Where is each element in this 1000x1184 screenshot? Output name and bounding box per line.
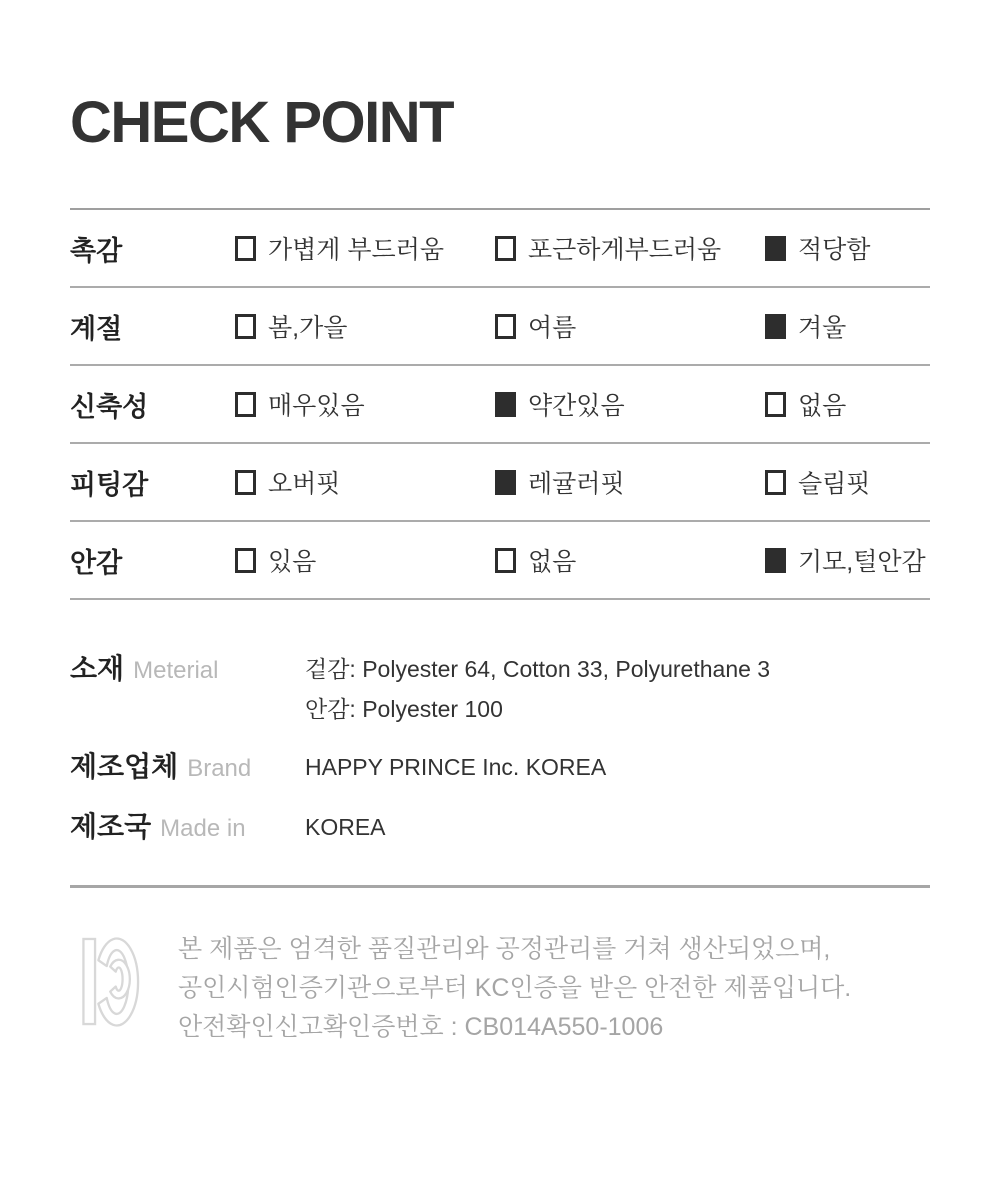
certification-line: 안전확인신고확인증번호 : CB014A550-1006: [178, 1013, 664, 1041]
check-point-table: [70, 208, 930, 600]
option-label: 없음: [528, 548, 577, 576]
info-label: 제조국: [70, 811, 152, 842]
option-item: [765, 542, 930, 578]
checkbox-icon: [765, 470, 786, 495]
option-item: [495, 308, 765, 344]
section-divider: [70, 885, 930, 888]
option-label: 가볍게 부드러움: [268, 236, 444, 264]
row-label: 피팅감: [70, 469, 149, 500]
info-value-line: 겉감: Polyester 64, Cotton 33, Polyurethane 3: [305, 656, 771, 682]
kc-certification-section: [70, 930, 930, 1047]
option-label: 포근하게부드러움: [528, 236, 722, 264]
info-row: [70, 649, 930, 729]
checkbox-checked-icon: [495, 392, 516, 417]
table-row: [70, 288, 930, 366]
row-label: 계절: [70, 313, 123, 344]
checkbox-icon: [235, 314, 256, 339]
certification-line: 공인시험인증기관으로부터 KC인증을 받은 안전한 제품입니다.: [178, 974, 852, 1002]
option-label: 레귤러핏: [528, 470, 625, 498]
row-label: 신축성: [70, 391, 149, 422]
option-item: [765, 230, 930, 266]
option-item: [495, 230, 765, 266]
checkbox-icon: [495, 314, 516, 339]
info-value-line: KOREA: [305, 814, 386, 840]
info-values: [305, 807, 386, 847]
product-info-section: [70, 649, 930, 849]
checkbox-icon: [235, 470, 256, 495]
option-label: 없음: [798, 392, 847, 420]
option-label: 있음: [268, 548, 317, 576]
table-row: [70, 366, 930, 444]
option-label: 봄,가을: [268, 314, 348, 342]
option-label: 겨울: [798, 314, 847, 342]
info-sublabel: Brand: [187, 755, 252, 782]
option-item: [495, 542, 765, 578]
option-item: [235, 464, 495, 500]
option-item: [495, 386, 765, 422]
checkbox-checked-icon: [765, 314, 786, 339]
option-label: 매우있음: [268, 392, 365, 420]
info-sublabel: Made in: [160, 815, 246, 842]
info-label: 제조업체: [70, 751, 179, 782]
table-row: [70, 522, 930, 600]
checkbox-icon: [495, 236, 516, 261]
row-label: 촉감: [70, 235, 123, 266]
option-label: 적당함: [798, 236, 871, 264]
option-item: [235, 386, 495, 422]
page-title: CHECK POINT: [70, 90, 454, 155]
option-label: 슬림핏: [798, 470, 871, 498]
checkbox-checked-icon: [495, 470, 516, 495]
info-value-line: 안감: Polyester 100: [305, 696, 503, 722]
row-label: 안감: [70, 547, 123, 578]
option-item: [235, 542, 495, 578]
table-row: [70, 444, 930, 522]
option-label: 기모,털안감: [798, 548, 926, 576]
checkbox-icon: [495, 548, 516, 573]
checkbox-checked-icon: [765, 548, 786, 573]
option-item: [765, 308, 930, 344]
info-values: [305, 649, 770, 729]
info-label: 소재: [70, 653, 125, 684]
checkbox-icon: [765, 392, 786, 417]
checkbox-icon: [235, 548, 256, 573]
option-label: 여름: [528, 314, 577, 342]
table-row: [70, 210, 930, 288]
checkbox-icon: [235, 392, 256, 417]
option-item: [235, 230, 495, 266]
info-row: [70, 807, 930, 849]
option-item: [235, 308, 495, 344]
certification-line: 본 제품은 엄격한 품질관리와 공정관리를 거쳐 생산되었으며,: [178, 935, 831, 963]
checkbox-checked-icon: [765, 236, 786, 261]
kc-certification-icon: [82, 936, 140, 1033]
option-label: 오버핏: [268, 470, 341, 498]
option-item: [765, 386, 930, 422]
info-sublabel: Meterial: [133, 657, 219, 684]
option-label: 약간있음: [528, 392, 625, 420]
option-item: [765, 464, 930, 500]
info-value-line: HAPPY PRINCE Inc. KOREA: [305, 754, 607, 780]
info-row: [70, 747, 930, 789]
checkbox-icon: [235, 236, 256, 261]
info-values: [305, 747, 606, 787]
option-item: [495, 464, 765, 500]
certification-text: [178, 930, 851, 1047]
